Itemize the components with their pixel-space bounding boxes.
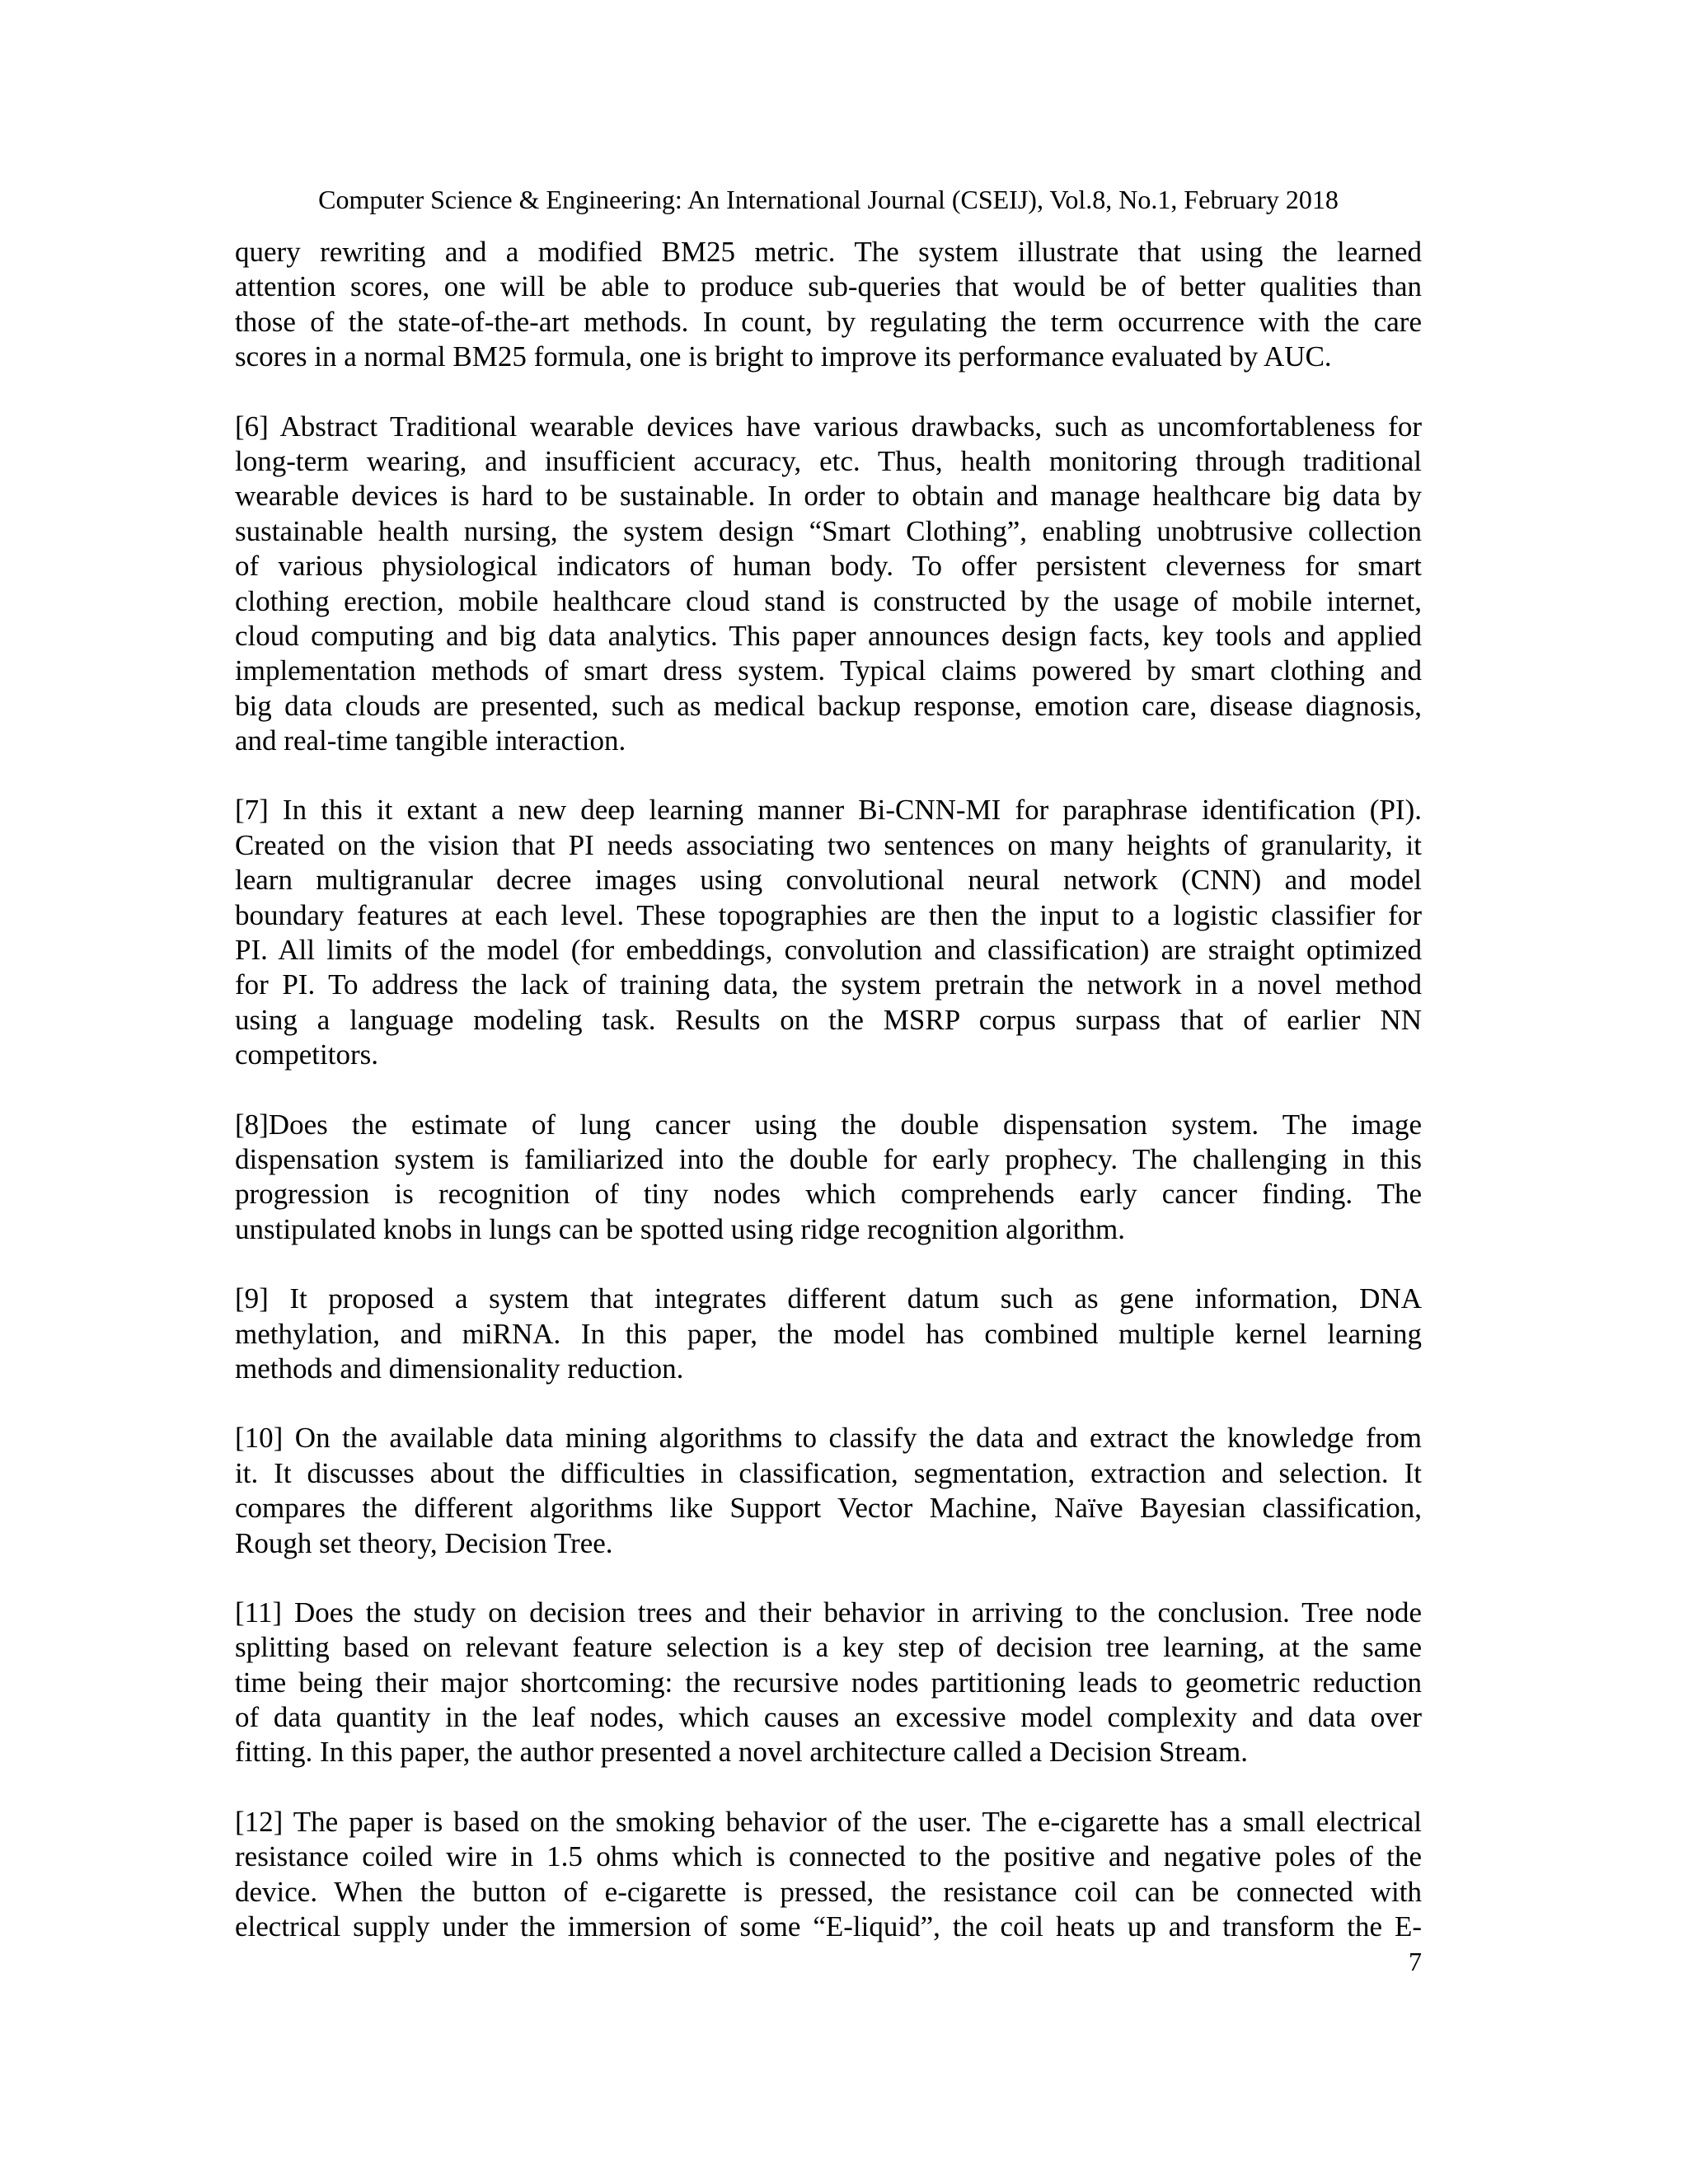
text-line: wearable devices is hard to be sustainable. In order to obtain and manage healthcare big data by — [235, 480, 1422, 513]
text-line: learn multigranular decree images using convolutional neural network (CNN) and model — [235, 864, 1422, 897]
text-line: competitors. — [235, 1038, 378, 1071]
text-line: and real-time tangible interaction. — [235, 724, 626, 757]
text-line: long-term wearing, and insufficient accuracy, etc. Thus, health monitoring through traditional — [235, 444, 1422, 477]
text-line: PI. All limits of the model (for embeddings, convolution and classification) are straight optimized — [235, 934, 1422, 967]
body-text — [235, 235, 1422, 1979]
running-header: Computer Science & Engineering: An International Journal (CSEIJ), Vol.8, No.1, February 2018 — [318, 185, 1339, 214]
text-line: those of the state-of-the-art methods. In count, by regulating the term occurrence with the care — [235, 305, 1422, 338]
text-line: device. When the button of e-cigarette is pressed, the resistance coil can be connected with — [235, 1875, 1422, 1908]
text-line: implementation methods of smart dress system. Typical claims powered by smart clothing and — [235, 654, 1422, 687]
text-line: [12] The paper is based on the smoking behavior of the user. The e-cigarette has a small electrical — [235, 1805, 1422, 1838]
text-line: [9] It proposed a system that integrates different datum such as gene information, DNA — [235, 1282, 1422, 1315]
paragraph — [235, 1805, 1422, 1945]
text-line: [8]Does the estimate of lung cancer using the double dispensation system. The image — [235, 1108, 1422, 1141]
paragraph — [235, 1282, 1422, 1386]
text-line: sustainable health nursing, the system design “Smart Clothing”, enabling unobtrusive collection — [235, 514, 1422, 547]
text-line: boundary features at each level. These topographies are then the input to a logistic classifier for — [235, 898, 1422, 931]
text-line: [6] Abstract Traditional wearable devices have various drawbacks, such as uncomfortableness for — [235, 410, 1422, 443]
text-line: cloud computing and big data analytics. This paper announces design facts, key tools and applied — [235, 619, 1422, 652]
text-line: [10] On the available data mining algorithms to classify the data and extract the knowledge from — [235, 1422, 1422, 1455]
paragraph — [235, 235, 1422, 375]
paragraph — [235, 1108, 1422, 1248]
text-line: splitting based on relevant feature selection is a key step of decision tree learning, at the same — [235, 1631, 1422, 1664]
text-line: of various physiological indicators of human body. To offer persistent cleverness for smart — [235, 550, 1422, 583]
text-line: time being their major shortcoming: the recursive nodes partitioning leads to geometric reduction — [235, 1666, 1422, 1699]
text-line: Rough set theory, Decision Tree. — [235, 1526, 613, 1559]
page-number: 7 — [1409, 1947, 1422, 1976]
text-line: progression is recognition of tiny nodes which comprehends early cancer finding. The — [235, 1178, 1422, 1211]
text-line: Created on the vision that PI needs associating two sentences on many heights of granularity, it — [235, 828, 1422, 861]
paragraph — [235, 410, 1422, 759]
text-line: scores in a normal BM25 formula, one is bright to improve its performance evaluated by AUC. — [235, 340, 1332, 373]
text-line: unstipulated knobs in lungs can be spotted using ridge recognition algorithm. — [235, 1212, 1125, 1245]
text-line: resistance coiled wire in 1.5 ohms which is connected to the positive and negative poles of the — [235, 1840, 1422, 1873]
text-line: query rewriting and a modified BM25 metric. The system illustrate that using the learned — [235, 236, 1422, 268]
text-line: it. It discusses about the difficulties in classification, segmentation, extraction and selection. It — [235, 1456, 1422, 1489]
text-line: of data quantity in the leaf nodes, which causes an excessive model complexity and data over — [235, 1701, 1422, 1734]
text-line: [7] In this it extant a new deep learning manner Bi-CNN-MI for paraphrase identification (PI). — [235, 794, 1422, 827]
text-line: [11] Does the study on decision trees and their behavior in arriving to the conclusion. Tree node — [235, 1596, 1422, 1629]
text-line: dispensation system is familiarized into the double for early prophecy. The challenging in this — [235, 1142, 1422, 1175]
paragraph — [235, 793, 1422, 1072]
text-line: clothing erection, mobile healthcare cloud stand is constructed by the usage of mobile internet, — [235, 584, 1422, 617]
text-line: methods and dimensionality reduction. — [235, 1352, 684, 1385]
text-line: compares the different algorithms like Support Vector Machine, Naïve Bayesian classification, — [235, 1492, 1422, 1525]
text-line: methylation, and miRNA. In this paper, the model has combined multiple kernel learning — [235, 1317, 1422, 1350]
text-line: electrical supply under the immersion of some “E-liquid”, the coil heats up and transform the E- — [235, 1910, 1422, 1943]
paragraph — [235, 1421, 1422, 1561]
paragraph — [235, 1596, 1422, 1770]
text-line: using a language modeling task. Results on the MSRP corpus surpass that of earlier NN — [235, 1003, 1422, 1036]
text-line: fitting. In this paper, the author presented a novel architecture called a Decision Stream. — [235, 1736, 1248, 1769]
text-line: big data clouds are presented, such as medical backup response, emotion care, disease diagnosis, — [235, 689, 1422, 722]
text-line: attention scores, one will be able to produce sub-queries that would be of better qualities than — [235, 270, 1422, 303]
text-line: for PI. To address the lack of training data, the system pretrain the network in a novel method — [235, 968, 1422, 1001]
